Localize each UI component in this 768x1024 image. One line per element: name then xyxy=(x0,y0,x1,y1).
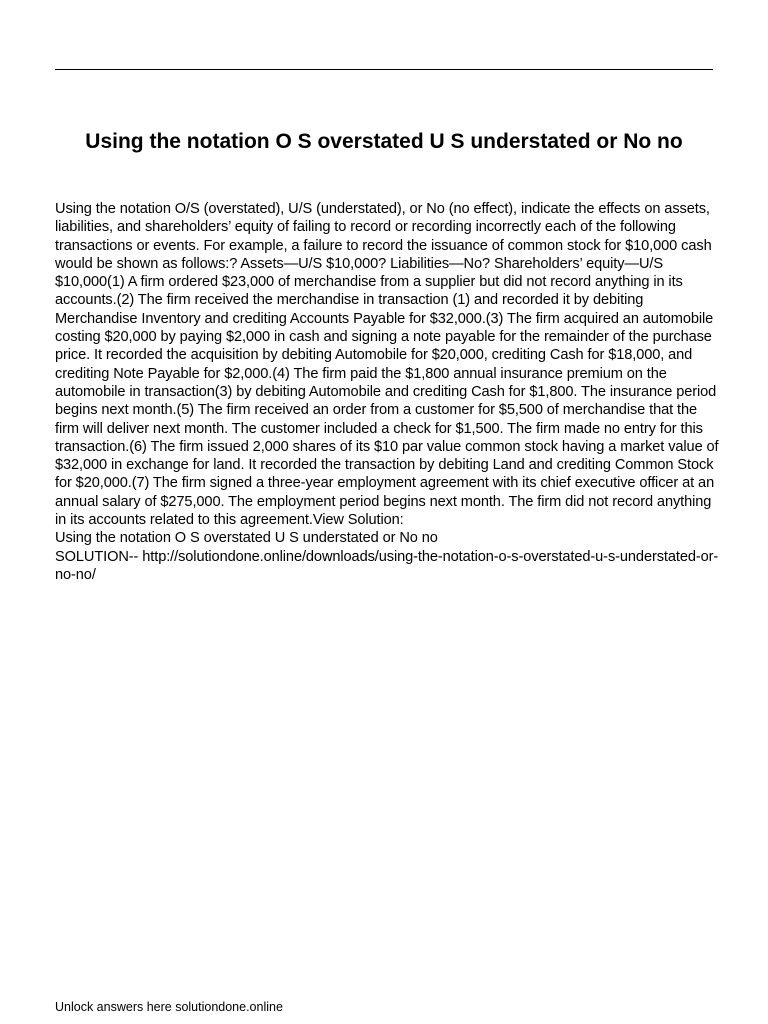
question-text: Using the notation O/S (overstated), U/S (understated), or No (no effect), indicate the effects on assets, liabilities, and shareholders’ equity of failing to record or recording incorrectly each of the following transactions or events. For example, a failure to record the issuance of common stock for $10,000 cash would be shown as follows:? Assets—U/S $10,000? Liabilities—No? Shareholders’ equity—U/S $10,000(1) A firm ordered $23,000 of merchandise from a supplier but did not record anything in its accounts.(2) The firm received the merchandise in transaction (1) and recorded it by debiting Merchandise Inventory and crediting Accounts Payable for $32,000.(3) The firm acquired an automobile costing $20,000 by paying $2,000 in cash and signing a note payable for the remainder of the purchase price. It recorded the acquisition by debiting Automobile for $20,000, crediting Cash for $18,000, and crediting Note Payable for $2,000.(4) The firm paid the $1,800 annual insurance premium on the automobile in transaction(3) by debiting Automobile and crediting Cash for $1,800. The insurance period begins next month.(5) The firm received an order from a customer for $5,500 of merchandise that the firm will deliver next month. The customer included a check for $1,500. The firm made no entry for this transaction.(6) The firm issued 2,000 shares of its $10 par value common stock having a market value of $32,000 in exchange for land. It recorded the transaction by debiting Land and crediting Common Stock for $20,000.(7) The firm signed a three-year employment agreement with its chief executive officer at an annual salary of $275,000. The employment period begins next month. The firm did not record anything in its accounts related to this agreement.View Solution: xyxy=(55,201,719,529)
top-divider xyxy=(55,69,713,70)
solution-link[interactable]: http://solutiondone.online/downloads/using-the-notation-o-s-overstated-u-s-understated-or-no-no/ xyxy=(55,548,719,583)
document-title: Using the notation O S overstated U S understated or No no xyxy=(85,130,683,153)
solution-line xyxy=(55,548,720,585)
repeat-title: Using the notation O S overstated U S understated or No no xyxy=(55,530,438,547)
document-body xyxy=(55,200,720,584)
solution-label: SOLUTION-- xyxy=(55,548,143,565)
footer-note: Unlock answers here solutiondone.online xyxy=(55,1000,283,1014)
